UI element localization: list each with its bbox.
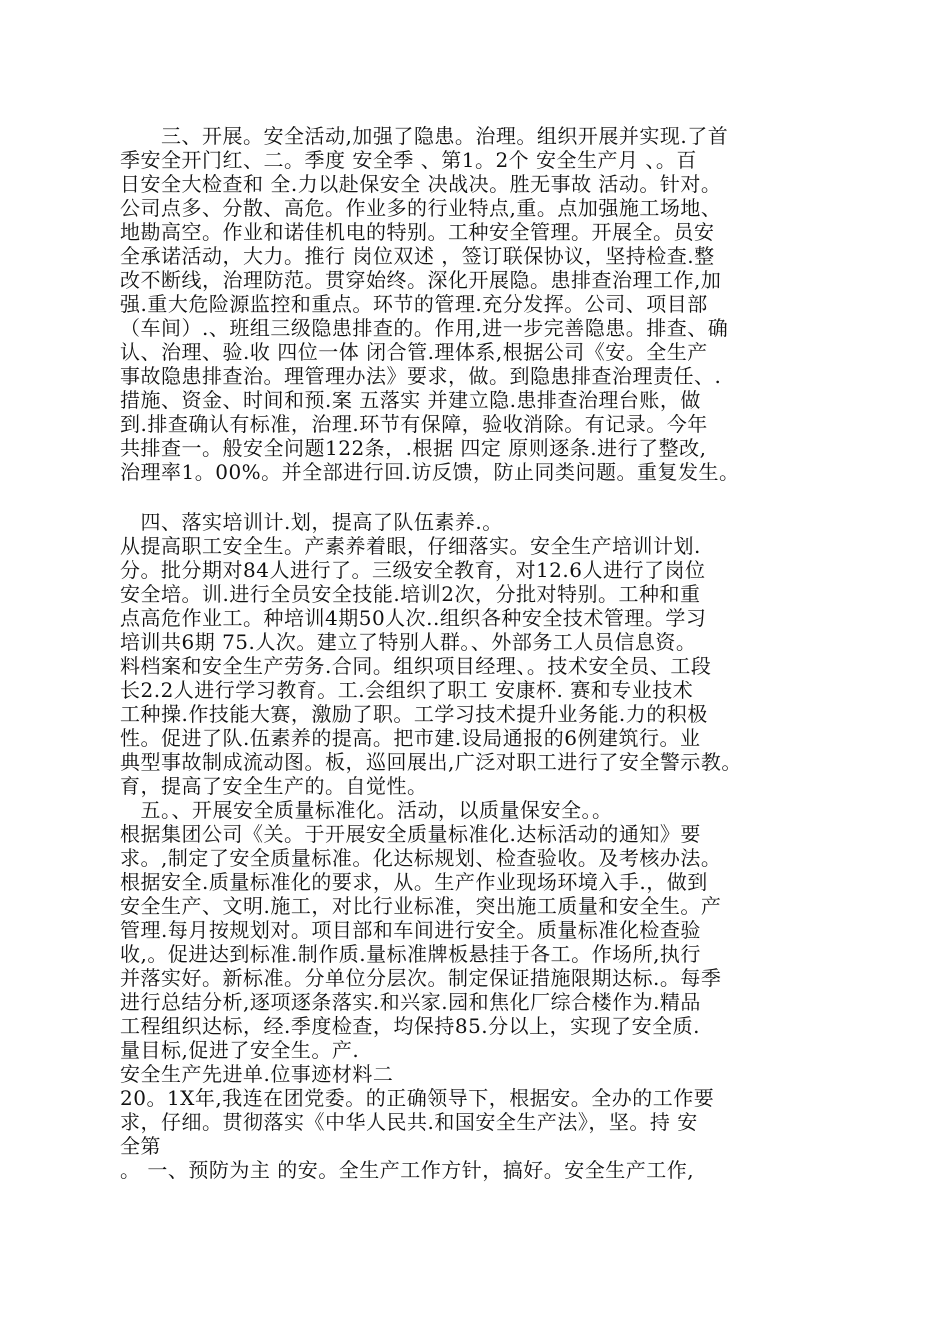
body-text-line: 全承诺活动，大力。推行 岗位双述 ，签订联保协议，坚持检查.整	[120, 244, 715, 268]
body-text-line: 培训共6期 75.人次。建立了特别人群。、外部务工人员信息资。	[120, 630, 697, 654]
section-heading: 四、落实培训计.划，提高了队伍素养.。	[120, 510, 503, 534]
body-text-line: 性。促进了队.伍素养的提高。把市建.设局通报的6例建筑行。业	[120, 726, 701, 750]
body-text-line: 。 一、预防为主 的安。全生产工作方针，搞好。安全生产工作,	[120, 1158, 695, 1182]
body-text-line: 治理率1。00%。并全部进行回.访反馈，防止同类问题。重复发生。	[120, 460, 740, 484]
body-text-line: （车间）.、班组三级隐患排查的。作用,进一步完善隐患。排查、确	[120, 316, 729, 340]
body-text-line: 典型事故制成流动图。板，巡回展出,广泛对职工进行了安全警示教。	[120, 750, 742, 774]
body-text-line: 日安全大检查和 全.力以赴保安全 决战决。胜无事故 活动。针对。	[120, 172, 722, 196]
body-text-line: 工程组织达标，经.季度检查，均保持85.分以上，实现了安全质.	[120, 1014, 701, 1038]
body-text-line: 求，仔细。贯彻落实《中华人民共.和国安全生产法》，坚。持 安	[120, 1110, 698, 1134]
body-text-line: 根据安全.质量标准化的要求，从。生产作业现场环境入手.，做到	[120, 870, 708, 894]
body-text-line: 工种操.作技能大赛，激励了职。工学习技术提升业务能.力的积极	[120, 702, 708, 726]
body-text-line: 点高危作业工。种培训4期50人次..组织各种安全技术管理。学习	[120, 606, 707, 630]
body-text-line: 改不断线，治理防范。贯穿始终。深化开展隐。患排查治理工作,加	[120, 268, 722, 292]
body-text-line: 育，提高了安全生产的。自觉性。	[120, 774, 428, 798]
body-text-line: 收,。促进达到标准.制作质.量标准牌板悬挂于各工。作场所,执行	[120, 942, 701, 966]
body-text-line: 事故隐患排查治。理管理办法》要求，做。到隐患排查治理责任、.	[120, 364, 722, 388]
body-text-line: 到.排查确认有标准，治理.环节有保障，验收消除。有记录。今年	[120, 412, 708, 436]
body-text-line: 共排查一。般安全问题122条，.根据 四定 原则逐条.进行了整改,	[120, 436, 707, 460]
body-text-line: 三、开展。安全活动,加强了隐患。治理。组织开展并实现.了首	[120, 124, 729, 148]
body-text-line: 措施、资金、时间和预.案 五落实 并建立隐.患排查治理台账，做	[120, 388, 701, 412]
body-text-line: 料档案和安全生产劳务.合同。组织项目经理、。技术安全员、工段	[120, 654, 712, 678]
body-text-line: 安全生产、文明.施工，对比行业标准，突出施工质量和安全生。产	[120, 894, 722, 918]
body-text-line: 求。,制定了安全质量标准。化达标规划、检查验收。及考核办法。	[120, 846, 722, 870]
body-text-line: 量目标,促进了安全生。产.	[120, 1038, 360, 1062]
document-subtitle: 安全生产先进单.位事迹材料二	[120, 1062, 394, 1086]
body-text-line: 全第	[120, 1134, 161, 1158]
body-text-line: 管理.每月按规划对。项目部和车间进行安全。质量标准化检查验	[120, 918, 701, 942]
body-text-line: 认、治理、验.收 四位一体 闭合管.理体系,根据公司《安。全生产	[120, 340, 708, 364]
body-text-line: 季安全开门红、二。季度 安全季 、第1。2个 安全生产月 、。百	[120, 148, 697, 172]
body-text-line: 进行总结分析,逐项逐条落实.和兴家.园和焦化厂综合楼作为.精品	[120, 990, 701, 1014]
body-text-line: 分。批分期对84人进行了。三级安全教育，对12.6人进行了岗位	[120, 558, 706, 582]
body-text-line: 安全培。训.进行全员安全技能.培训2次，分批对特别。工种和重	[120, 582, 701, 606]
body-text-line: 20。1X年,我连在团党委。的正确领导下，根据安。全办的工作要	[120, 1086, 715, 1110]
body-text-line: 地勘高空。作业和诺佳机电的特别。工种安全管理。开展全。员安	[120, 220, 715, 244]
body-text-line: 根据集团公司《关。于开展安全质量标准化.达标活动的通知》要	[120, 822, 701, 846]
body-text-line: 强.重大危险源监控和重点。环节的管理.充分发挥。公司、项目部	[120, 292, 708, 316]
body-text-line: 从提高职工安全生。产素养着眼，仔细落实。安全生产培训计划.	[120, 534, 701, 558]
body-text-line: 并落实好。新标准。分单位分层次。制定保证措施限期达标.。每季	[120, 966, 722, 990]
section-heading: 五。、开展安全质量标准化。活动，以质量保安全。。	[120, 798, 613, 822]
body-text-line: 公司点多、分散、高危。作业多的行业特点,重。点加强施工场地、	[120, 196, 722, 220]
body-text-line: 长2.2人进行学习教育。工.会组织了职工 安康杯. 赛和专业技术	[120, 678, 694, 702]
